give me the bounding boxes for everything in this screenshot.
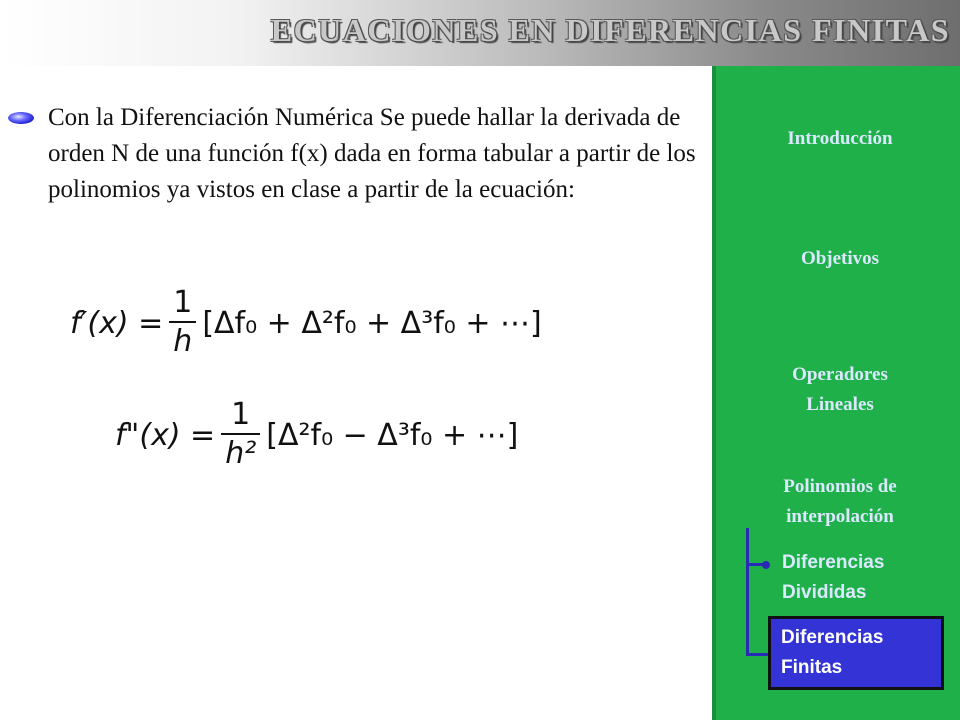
sidebar-item-polinomios-interpolacion[interactable]: Polinomios de interpolación [783,476,897,527]
tree-connector-line [746,528,749,656]
sidebar-item-introduccion[interactable]: Introducción [787,128,893,149]
formula-2-rhs: [Δ²f₀ − Δ³f₀ + ⋯] [266,417,519,453]
second-derivative-formula [115,397,518,473]
formula-2-numerator: 1 [231,397,251,432]
formula-1-lhs: f′(x) = [70,305,164,341]
formula-2-lhs: f"(x) = [115,417,216,453]
formula-1-numerator: 1 [173,285,193,320]
tree-branch-finitas [746,653,770,656]
page-title: ECUACIONES EN DIFERENCIAS FINITAS [270,12,950,48]
bullet-icon [8,112,34,124]
formula-1-rhs: [Δf₀ + Δ²f₀ + Δ³f₀ + ⋯] [202,305,542,341]
sidebar-subitem-diferencias-divididas[interactable]: Diferencias Divididas [782,552,885,603]
tree-dot-icon [762,561,770,569]
formula-1-fraction [169,285,196,361]
header-bar [0,0,960,66]
body-paragraph: Con la Diferenciación Numérica Se puede hallar la derivada de orden N de una función f(x) dada en forma tabular a partir de los polinomios ya vistos en clase a partir de la ecuación: [48,104,696,203]
sidebar-item-operadores-lineales[interactable]: Operadores Lineales [792,364,888,415]
formula-1-denominator: h [169,321,196,361]
first-derivative-formula [70,285,542,361]
formula-2-fraction [221,397,260,473]
formula-2-denominator: h² [221,433,260,473]
sidebar-subitem-diferencias-finitas[interactable]: Diferencias Finitas [781,627,884,678]
sidebar-item-objetivos[interactable]: Objetivos [800,248,880,269]
